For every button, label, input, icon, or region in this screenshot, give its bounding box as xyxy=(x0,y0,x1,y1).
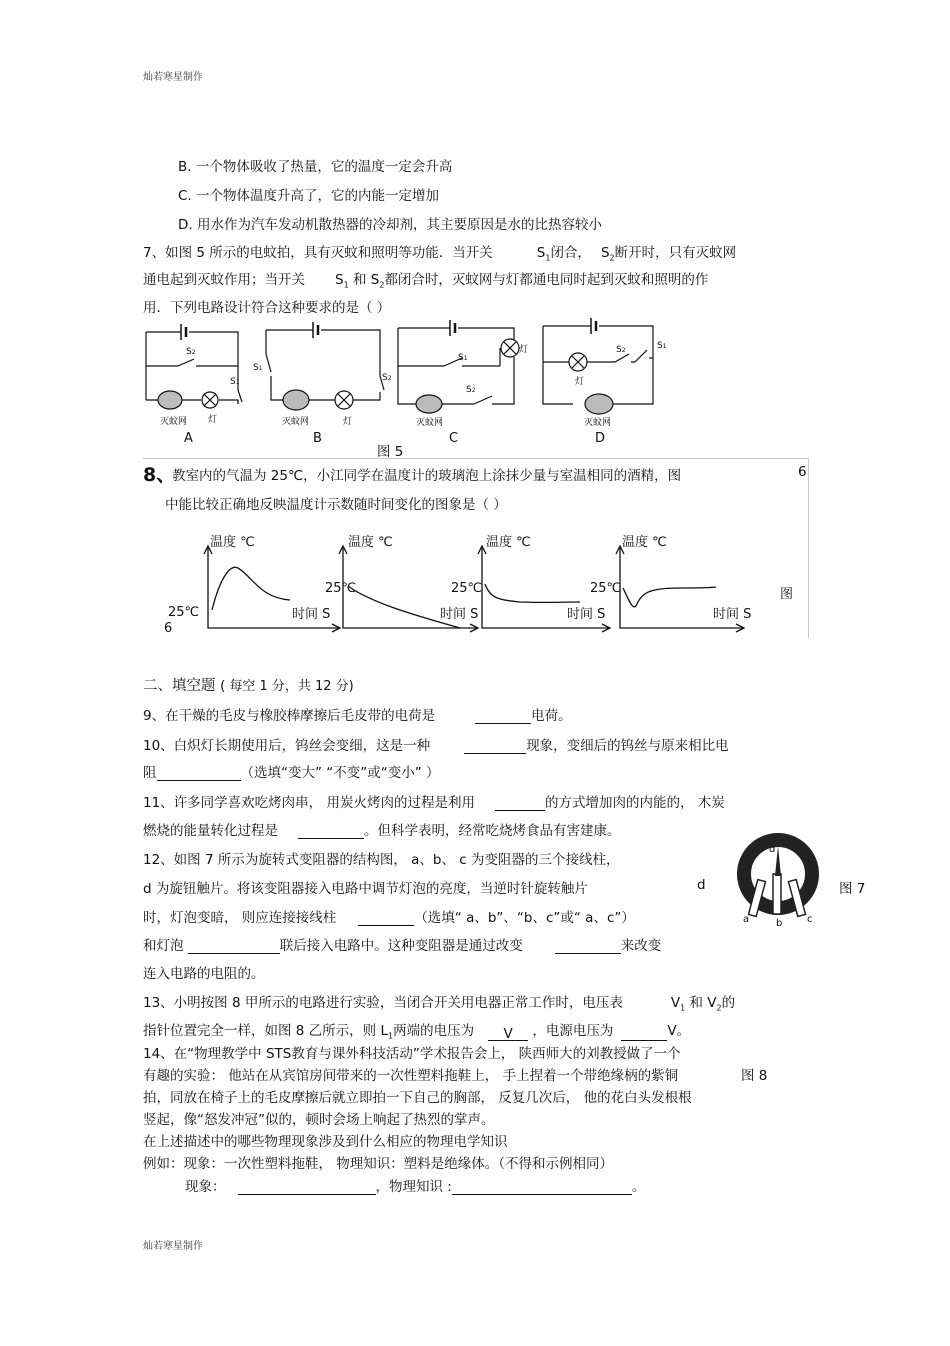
svg-text:温度 ℃: 温度 ℃ xyxy=(210,535,255,550)
q10-line-1: 10、白炽灯长期使用后，钨丝会变细，这是一种 现象，变细后的钨丝与原来相比电 xyxy=(143,738,729,754)
svg-text:d: d xyxy=(769,844,776,855)
svg-text:温度 ℃: 温度 ℃ xyxy=(348,535,393,550)
circuit-a xyxy=(146,324,242,409)
figure-7-rheostat xyxy=(735,832,825,932)
svg-text:25℃: 25℃ xyxy=(168,605,200,620)
svg-text:图: 图 xyxy=(780,587,794,602)
q9: 9、在干燥的毛皮与橡胶棒摩擦后毛皮带的电荷是 电荷。 xyxy=(143,708,572,724)
svg-text:灭蚊网: 灭蚊网 xyxy=(416,418,444,428)
page-footer: 灿若寒星制作 xyxy=(143,1241,203,1252)
svg-text:6: 6 xyxy=(164,621,173,636)
svg-text:S1: S1 xyxy=(657,341,667,351)
q6-option-c: C. 一个物体温度升高了，它的内能一定增加 xyxy=(178,188,440,204)
svg-text:25℃: 25℃ xyxy=(590,581,622,596)
svg-text:时间 S: 时间 S xyxy=(713,607,752,622)
svg-text:时间 S: 时间 S xyxy=(292,607,331,622)
q11-line-2: 燃烧的能量转化过程是 。但科学表明，经常吃烧烤食品有害建康。 xyxy=(143,823,621,839)
svg-text:时间 S: 时间 S xyxy=(440,607,479,622)
svg-text:灭蚊网: 灭蚊网 xyxy=(584,418,612,428)
svg-text:温度 ℃: 温度 ℃ xyxy=(622,535,667,550)
svg-text:25℃: 25℃ xyxy=(325,581,357,596)
svg-text:S2: S2 xyxy=(186,347,196,357)
q6-option-b: B. 一个物体吸收了热量，它的温度一定会升高 xyxy=(178,159,453,175)
circuit-d-letter: D xyxy=(595,431,606,446)
svg-text:25℃: 25℃ xyxy=(451,581,483,596)
circuit-d xyxy=(543,318,653,414)
q14-example: 例如：现象：一次性塑料拖鞋， 物理知识：塑料是绝缘体。（不得和示例相同） xyxy=(143,1156,614,1172)
q14-line-4: 竖起，像“怒发冲冠”似的，顿时会场上响起了热烈的掌声。 xyxy=(143,1112,495,1128)
q12-blank-1[interactable] xyxy=(358,911,414,926)
svg-text:S2: S2 xyxy=(616,345,626,355)
q14-answer: 现象： ，物理知识 : 。 xyxy=(185,1179,646,1195)
q8-line-2: 中能比较正确地反映温度计示数随时间变化的图象是（ ） xyxy=(165,497,507,513)
circuit-c xyxy=(398,320,519,413)
q10-blank-2[interactable] xyxy=(157,766,241,781)
q7-line-3: 用．下列电路设计符合这种要求的是（ ） xyxy=(143,300,391,316)
figure-7-caption: 图 7 xyxy=(839,881,866,897)
q11-blank-2[interactable] xyxy=(298,824,364,839)
svg-text:c: c xyxy=(807,914,813,925)
q9-blank[interactable] xyxy=(475,709,531,724)
q13-blank-1[interactable]: V xyxy=(488,1026,528,1041)
svg-text:b: b xyxy=(776,918,783,929)
q14-phenomenon-blank[interactable] xyxy=(238,1180,376,1195)
svg-text:灯: 灯 xyxy=(343,417,353,427)
svg-text:灯: 灯 xyxy=(519,345,529,355)
q8-line-1: 教室内的气温为 25℃，小江同学在温度计的玻璃泡上涂抹少量与室温相同的酒精，图 xyxy=(172,468,682,484)
q7-line-2: 通电起到灭蚊作用；当开关 $S_1$ 和 $S_2$都闭合时，灭蚊网与灯都通电同时起到灭蚊和照明的作 xyxy=(143,272,709,290)
q14-line-5: 在上述描述中的哪些物理现象涉及到什么相应的物理电学知识 xyxy=(143,1134,508,1150)
q11-line-1: 11、许多同学喜欢吃烤肉串， 用炭火烤肉的过程是利用 的方式增加肉的内能的， 木炭 xyxy=(143,795,725,811)
figure-8-label: 图 8 xyxy=(741,1068,768,1084)
q12-line-2: d 为旋钮触片。将该变阻器接入电路中调节灯泡的亮度，当逆时针旋转触片 xyxy=(143,881,588,897)
q14-line-3: 拍，同放在椅子上的毛皮摩擦后就立即拍一下自己的胸部， 反复几次后， 他的花白头发根根 xyxy=(143,1090,692,1106)
q12-blank-3[interactable] xyxy=(555,939,621,954)
q13-line-1: 13、小明按图 8 甲所示的电路进行实验，当闭合开关用电器正常工作时，电压表 $V_1$ 和 $V_2$的 xyxy=(143,995,736,1013)
circuit-c-letter: C xyxy=(449,431,459,446)
circuit-a-lamp-label: 灯 xyxy=(208,415,218,425)
figure-6-graphs xyxy=(160,528,810,638)
q12-line-1: 12、如图 7 所示为旋转式变阻器的结构图， a、b、 c 为变阻器的三个接线柱， xyxy=(143,852,620,868)
q12-line-3: 时，灯泡变暗， 则应连接接线柱 （选填“ a、b”、“b、c”或“ a、c”） xyxy=(143,910,635,926)
q11-blank-1[interactable] xyxy=(495,796,545,811)
q13-line-2: 指针位置完全一样，如图 8 乙所示，则 $L_1$两端的电压为 V ，电源电压为 V。 xyxy=(143,1023,691,1042)
q14-knowledge-blank[interactable] xyxy=(452,1180,632,1195)
q12-line-2-d: d xyxy=(697,877,706,893)
q14-line-2: 有趣的实验： 他站在从宾馆房间带来的一次性塑料拖鞋上， 手上捏着一个带绝缘柄的紫铜 xyxy=(143,1068,679,1084)
svg-text:灭蚊网: 灭蚊网 xyxy=(282,417,310,427)
q12-line-5: 连入电路的电阻的。 xyxy=(143,966,265,982)
circuit-a-net-label: 灭蚊网 xyxy=(160,417,188,427)
svg-text:S1: S1 xyxy=(230,377,240,387)
figure-5-circuits xyxy=(138,318,678,458)
circuit-b xyxy=(266,322,384,410)
circuit-a-letter: A xyxy=(184,431,193,446)
svg-text:时间 S: 时间 S xyxy=(567,607,606,622)
svg-text:S2: S2 xyxy=(466,385,476,395)
figure-5-caption: 图 5 xyxy=(377,444,404,460)
svg-text:S2: S2 xyxy=(382,373,392,383)
svg-text:S1: S1 xyxy=(458,353,468,363)
svg-text:灯: 灯 xyxy=(575,377,585,387)
circuit-b-letter: B xyxy=(313,431,322,446)
q8-number: 8、 xyxy=(143,464,176,486)
q7-line-1: 7、如图 5 所示的电蚊拍，具有灭蚊和照明等功能．当开关 $S_1$闭合， $S_2$断开时，只有灭蚊网 xyxy=(143,245,737,263)
page-header: 灿若寒星制作 xyxy=(143,72,203,83)
svg-text:S1: S1 xyxy=(253,363,263,373)
q14-line-1: 14、在“物理教学中 STS教育与课外科技活动”学术报告会上， 陕西师大的刘教授做了一个 xyxy=(143,1046,681,1062)
q12-line-4: 和灯泡 联后接入电路中。这种变阻器是通过改变 来改变 xyxy=(143,938,662,954)
q10-line-2: 阻 （选填“变大” “不变”或“变小” ） xyxy=(143,765,440,781)
q12-blank-2[interactable] xyxy=(188,939,280,954)
svg-text:温度 ℃: 温度 ℃ xyxy=(486,535,531,550)
q8-line-1-end: 6 xyxy=(798,464,807,480)
q6-option-d: D. 用水作为汽车发动机散热器的冷却剂，其主要原因是水的比热容较小 xyxy=(178,217,602,233)
svg-text:a: a xyxy=(743,914,750,925)
section-2-title: 二、填空题 ( 每空 1 分，共 12 分) xyxy=(143,678,354,694)
q13-blank-2[interactable] xyxy=(621,1026,667,1041)
q10-blank-1[interactable] xyxy=(464,739,526,754)
